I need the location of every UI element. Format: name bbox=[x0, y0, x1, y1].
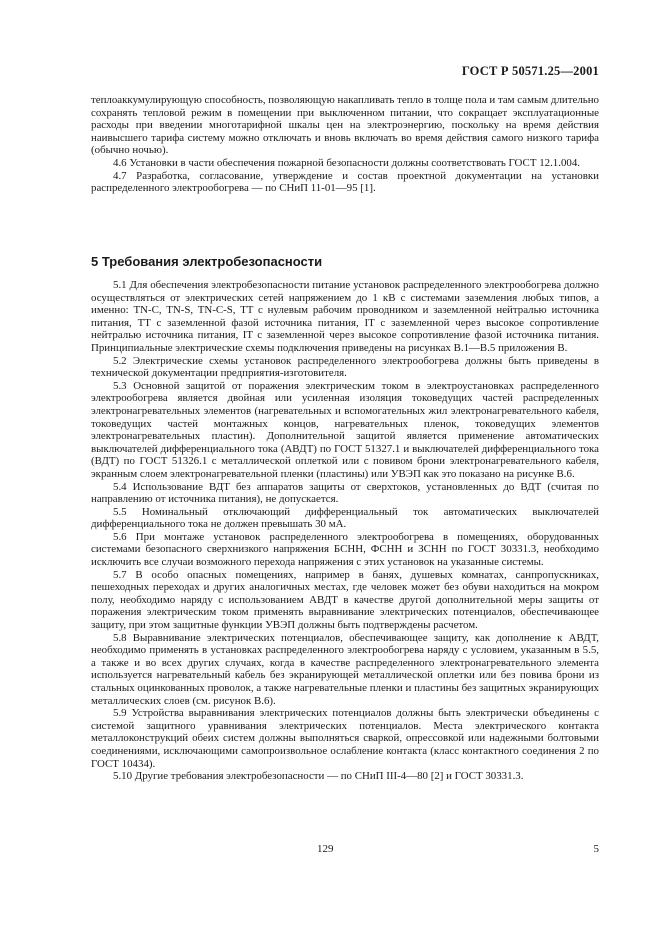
paragraph: 4.6 Установки в части обеспечения пожарной безопасности должны соответствовать ГОСТ 12.1.004. bbox=[113, 156, 581, 169]
paragraph: 5.3 Основной защитой от поражения электрическим током в электроустановках распределенного электрообогрева является двойная или усиленная изоляция токоведущих частей распределенных электронагревательных элементов (нагревательных и вспомогательных жил электронагревательного кабеля, токоведущих частей монтажных концов, нагревательных пленок, токоведущих элементов электронагревательных пластин). Дополнительной защитой является применение автоматических выключателей дифференциального тока (АВДТ) по ГОСТ 51327.1 и выключателей дифференциального тока (ВДТ) по ГОСТ 51326.1 с металлической оплеткой или с повивом брони электронагревательного кабеля, экранным слоем электронагревательной пленки (пластины) или УВЭП как это показано на рисунке В.6. bbox=[91, 379, 599, 480]
paragraph: 5.10 Другие требования электробезопасности — по СНиП III-4—80 [2] и ГОСТ 30331.3. bbox=[113, 770, 524, 783]
paragraph: теплоаккумулирующую способность, позволяющую накапливать тепло в толще пола и там самым длительно сохранять тепловой режим в помещении при выключенном питании, что сокращает эксплуатационные расходы при введении многотарифной шкалы цен на электроэнергию, поскольку на время действия наивысшего тарифа систему можно отключать и вновь включать во время действия самого низкого тарифа (обычно ночью). bbox=[91, 94, 599, 157]
section-heading: 5 Требования электробезопасности bbox=[91, 254, 323, 269]
paragraph: 4.7 Разработка, согласование, утверждение и состав проектной документации на установки распределенного электрообогрева — по СНиП 11-01—95 [1]. bbox=[91, 169, 599, 195]
paragraph: 5.9 Устройства выравнивания электрических потенциалов должны быть электрически объединены с системой защитного уравнивания электрических потенциалов. Места электрического контакта металлоконструкций обеих систем должны выполняться сваркой, опрессовкой или надежными болтовыми соединениями, исключающими самопроизвольное ослабление контакта (класс контактного соединения 2 по ГОСТ 10434). bbox=[91, 707, 599, 770]
collection-page-number: 129 bbox=[317, 843, 334, 855]
paragraph: 5.4 Использование ВДТ без аппаратов защиты от сверхтоков, установленных до ВДТ (считая по направлению от источника питания), не допускается. bbox=[91, 480, 599, 506]
section-text-block bbox=[91, 279, 599, 783]
paragraph: 5.5 Номинальный отключающий дифференциальный ток автоматических выключателей дифференциального тока не должен превышать 30 мА. bbox=[91, 505, 599, 531]
paragraph: 5.8 Выравнивание электрических потенциалов, обеспечивающее защиту, как дополнение к АВДТ, необходимо применять в установках распределенного электрообогрева наряду с условием, указанным в 5.5, а также и во всех других случаях, когда в качестве распределенного электронагревательного элемента используется нагревательный кабель без экранирующей металлической оплетки или без повива брони из стальных оцинкованных проволок, а также нагревательные пленки и пластины без защитных экранирующих металлических слоев (см. рисунок В.6). bbox=[91, 631, 599, 707]
document-page-number: 5 bbox=[593, 843, 599, 855]
intro-text-block bbox=[91, 94, 599, 195]
paragraph: 5.2 Электрические схемы установок распределенного электрообогрева должны быть приведены в технической документации предприятия-изготовителя. bbox=[91, 354, 599, 380]
paragraph: 5.6 При монтаже установок распределенного электрообогрева в помещениях, оборудованных системами безопасного сверхнизкого напряжения БСНН, ФСНН и ЗСНН по ГОСТ 30331.3, необходимо исключить все случаи возможного перехода напряжения с этих установок на указанные системы. bbox=[91, 530, 599, 569]
document-code-header: ГОСТ Р 50571.25—2001 bbox=[461, 64, 599, 78]
paragraph: 5.1 Для обеспечения электробезопасности питание установок распределенного электрообогрева должно осуществляться от электрических сетей напряжением до 1 кВ с системами заземления любых типов, а именно: TN-C, TN-S, TN-C-S, TT с нулевым рабочим проводником и заземленной нейтралью источника питания, TT с заземленной фазой источника питания, IT с заземленной через высокое сопротивление нейтралью источника питания, IT с заземленной через высокое сопротивление фазой источника питания. Принципиальные электрические схемы подключения приведены на рисунках В.1—В.5 приложения В. bbox=[91, 279, 599, 354]
paragraph: 5.7 В особо опасных помещениях, например в банях, душевых комнатах, санпропускниках, пешеходных переходах и других аналогичных местах, где человек может без обуви находиться на мокром полу, необходимо наряду с использованием АВДТ в качестве другой дополнительной меры защиты от поражения электрическим током применять выравнивание электрических потенциалов, обеспечивающее защиту, при этом защитные функции УВЭП должны быть подтверждены расчетом. bbox=[91, 568, 599, 632]
